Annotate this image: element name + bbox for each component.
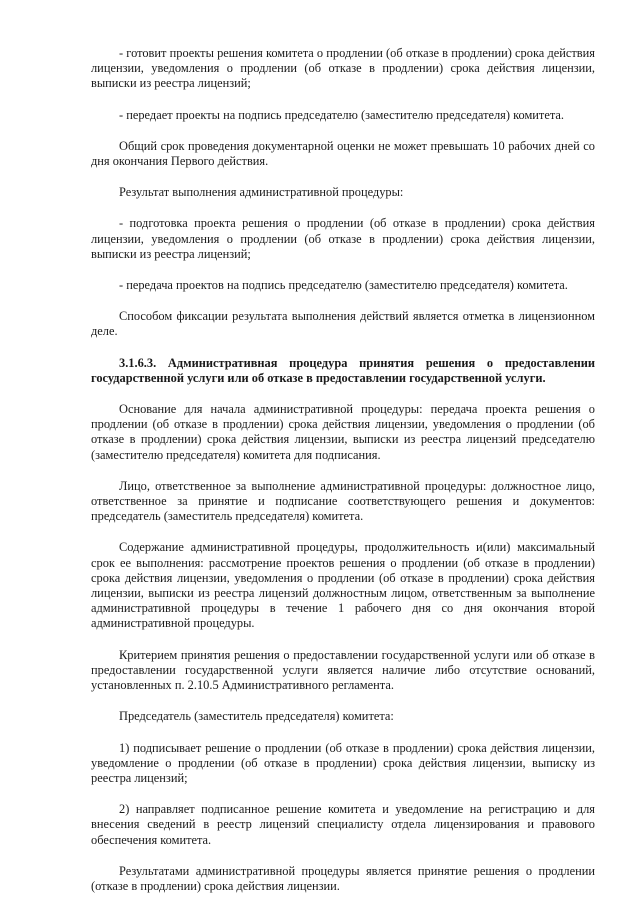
document-page bbox=[91, 46, 595, 910]
paragraph-responsible-person: Лицо, ответственное за выполнение административной процедуры: должностное лицо, ответственное за принятие и подписание соответствующего решения и документов: председатель (заместитель председателя) комитета. bbox=[91, 478, 595, 524]
paragraph-result-transfer: - передача проектов на подпись председателю (заместителю председателя) комитета. bbox=[119, 278, 568, 293]
section-heading-3-1-6-3: 3.1.6.3. Административная процедура принятия решения о предоставлении государственной услуги или об отказе в предоставлении государственной услуги. bbox=[91, 355, 595, 385]
paragraph-sends-decision: 2) направляет подписанное решение комитета и уведомление на регистрацию и для внесения сведений в реестр лицензий специалисту отдела лицензирования и правового обеспечения комитета. bbox=[91, 802, 595, 847]
paragraph-result-heading: Результат выполнения административной процедуры: bbox=[119, 185, 404, 200]
paragraph-fixation-method: Способом фиксации результата выполнения действий является отметка в лицензионном деле. bbox=[91, 309, 595, 339]
paragraph-basis: Основание для начала административной процедуры: передача проекта решения о продлении (об отказе в продлении) срока действия лицензии, уведомления о продлении (об отказе в продлении) срока действия лицензии, выписки из реестра лицензий председателю (заместителю председателя) комитета для подписания. bbox=[91, 402, 595, 462]
paragraph-transfer-drafts: - передает проекты на подпись председателю (заместителю председателя) комитета. bbox=[119, 107, 564, 122]
paragraph-chairman: Председатель (заместитель председателя) комитета: bbox=[119, 709, 394, 724]
paragraph-result-preparation: - подготовка проекта решения о продлении (об отказе в продлении) срока действия лицензии, уведомления о продлении (об отказе в продлении) срока действия лицензии, выписки из реестра лицензий; bbox=[91, 216, 595, 261]
paragraph-content-duration: Содержание административной процедуры, продолжительность и(или) максимальный срок ее выполнения: рассмотрение проектов решения о продлении (об отказе в продлении) срока действия лицензии, уведомления о продлении (об отказе в продлении) срока действия лицензии, выписки из реестра лицензий должностным лицом, ответственным за выполнение административной процедуры в течение 1 рабочего дня со дня окончания второй административной процедуры. bbox=[91, 540, 595, 631]
paragraph-prepare-drafts: - готовит проекты решения комитета о продлении (об отказе в продлении) срока действия лицензии, уведомления о продлении (об отказе в продлении) срока действия лицензии, выписки из реестра лицензий; bbox=[91, 46, 595, 91]
paragraph-decision-criterion: Критерием принятия решения о предоставлении государственной услуги или об отказе в предоставлении государственной услуги является наличие либо отсутствие оснований, установленных п. 2.10.5 Административного регламента. bbox=[91, 647, 595, 693]
paragraph-procedure-results: Результатами административной процедуры является принятие решения о продлении (отказе в продлении) срока действия лицензии. bbox=[91, 863, 595, 893]
paragraph-signs-decision: 1) подписывает решение о продлении (об отказе в продлении) срока действия лицензии, уведомление о продлении (об отказе в продлении) срока действия лицензии, выписку из реестра лицензий; bbox=[91, 740, 595, 785]
paragraph-total-term: Общий срок проведения документарной оценки не может превышать 10 рабочих дней со дня окончания Первого действия. bbox=[91, 138, 595, 169]
